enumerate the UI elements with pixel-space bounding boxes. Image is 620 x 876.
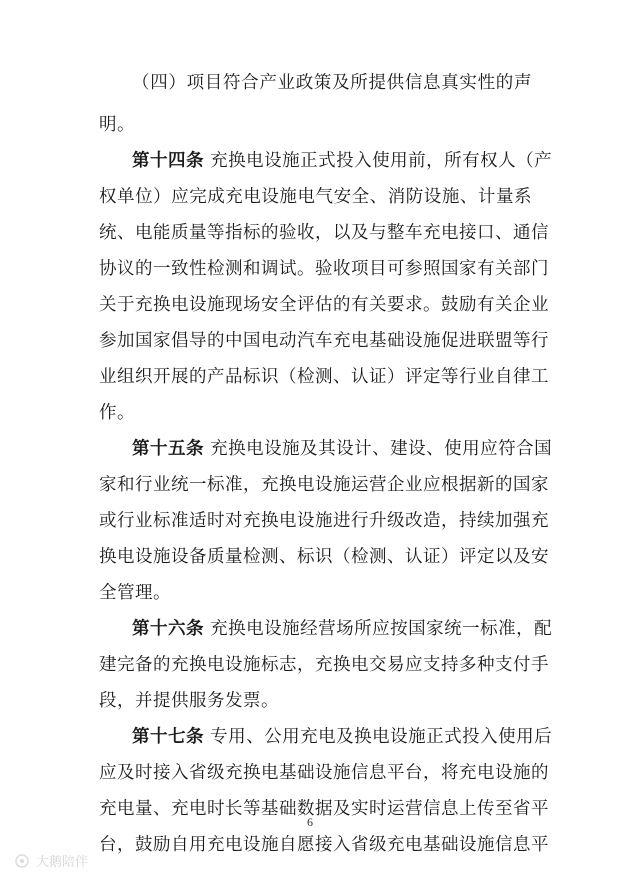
line-text: 应及时接入省级充换电基础设施信息平台，将充电设施的 [99, 763, 549, 783]
line-text: 台，鼓励自用充电设施自愿接入省级充电基础设施信息平 [99, 835, 549, 855]
article-label: 第十七条 [132, 727, 204, 747]
watermark-logo-icon [14, 853, 32, 869]
line-text: （四）项目符合产业政策及所提供信息真实性的声 [132, 73, 532, 93]
watermark-text: 大鹅陪伴 [36, 855, 89, 870]
clause-4-line-1 [132, 72, 532, 94]
line-text: 家和行业统一标准，充换电设施运营企业应根据新的国家 [99, 475, 549, 495]
article-14-line-7 [99, 366, 549, 388]
article-14-line-2 [99, 186, 532, 208]
article-14-line-3 [99, 222, 549, 244]
line-text: 参加国家倡导的中国电动汽车充电基础设施促进联盟等行 [99, 331, 549, 351]
line-text: 作。 [99, 403, 135, 423]
line-text: 权单位）应完成充电设施电气安全、消防设施、计量系 [99, 187, 532, 207]
line-text: 业组织开展的产品标识（检测、认证）评定等行业自律工 [99, 367, 549, 387]
article-label: 第十六条 [132, 619, 204, 639]
line-text: 关于充换电设施现场安全评估的有关要求。鼓励有关企业 [99, 295, 549, 315]
article-14-line-8 [99, 402, 532, 424]
line-text: 充电量、充电时长等基础数据及实时运营信息上传至省平 [99, 799, 549, 819]
line-text: 全管理。 [99, 583, 171, 603]
article-label: 第十四条 [132, 151, 204, 171]
line-text: 或行业标准适时对充换电设施进行升级改造，持续加强充 [99, 511, 549, 531]
line-text: 明。 [99, 115, 135, 135]
line-text: 充换电设施经营场所应按国家统一标准，配 [210, 619, 553, 639]
line-text: 统、电能质量等指标的验收，以及与整车充电接口、通信 [99, 223, 549, 243]
article-15-line-5 [99, 582, 532, 604]
article-15-line-2 [99, 474, 549, 496]
clause-4-line-2 [99, 114, 532, 136]
article-14-line-6 [99, 330, 549, 352]
line-text: 建完备的充换电设施标志，充换电交易应支持多种支付手 [99, 655, 549, 675]
line-text: 充换电设施及其设计、建设、使用应符合国 [210, 439, 553, 459]
article-17-line-2 [99, 762, 549, 784]
article-16-line-3 [99, 690, 532, 712]
page-number: 6 [307, 815, 313, 829]
article-15-line-1 [132, 438, 553, 460]
article-17-line-4 [99, 834, 549, 856]
article-16-line-2 [99, 654, 549, 676]
line-text: 协议的一致性检测和调试。验收项目可参照国家有关部门 [99, 259, 549, 279]
article-14-line-5 [99, 294, 549, 316]
article-16-line-1 [132, 618, 553, 640]
line-text: 段，并提供服务发票。 [99, 691, 279, 711]
article-14-line-4 [99, 258, 549, 280]
line-text: 充换电设施正式投入使用前，所有权人（产 [210, 151, 553, 171]
article-label: 第十五条 [132, 439, 204, 459]
article-15-line-4 [99, 546, 549, 568]
watermark [14, 851, 88, 870]
article-14-line-1 [132, 150, 553, 172]
article-17-line-1 [132, 726, 553, 748]
line-text: 专用、公用充电及换电设施正式投入使用后 [210, 727, 553, 747]
line-text: 换电设施设备质量检测、标识（检测、认证）评定以及安 [99, 547, 549, 567]
article-15-line-3 [99, 510, 549, 532]
